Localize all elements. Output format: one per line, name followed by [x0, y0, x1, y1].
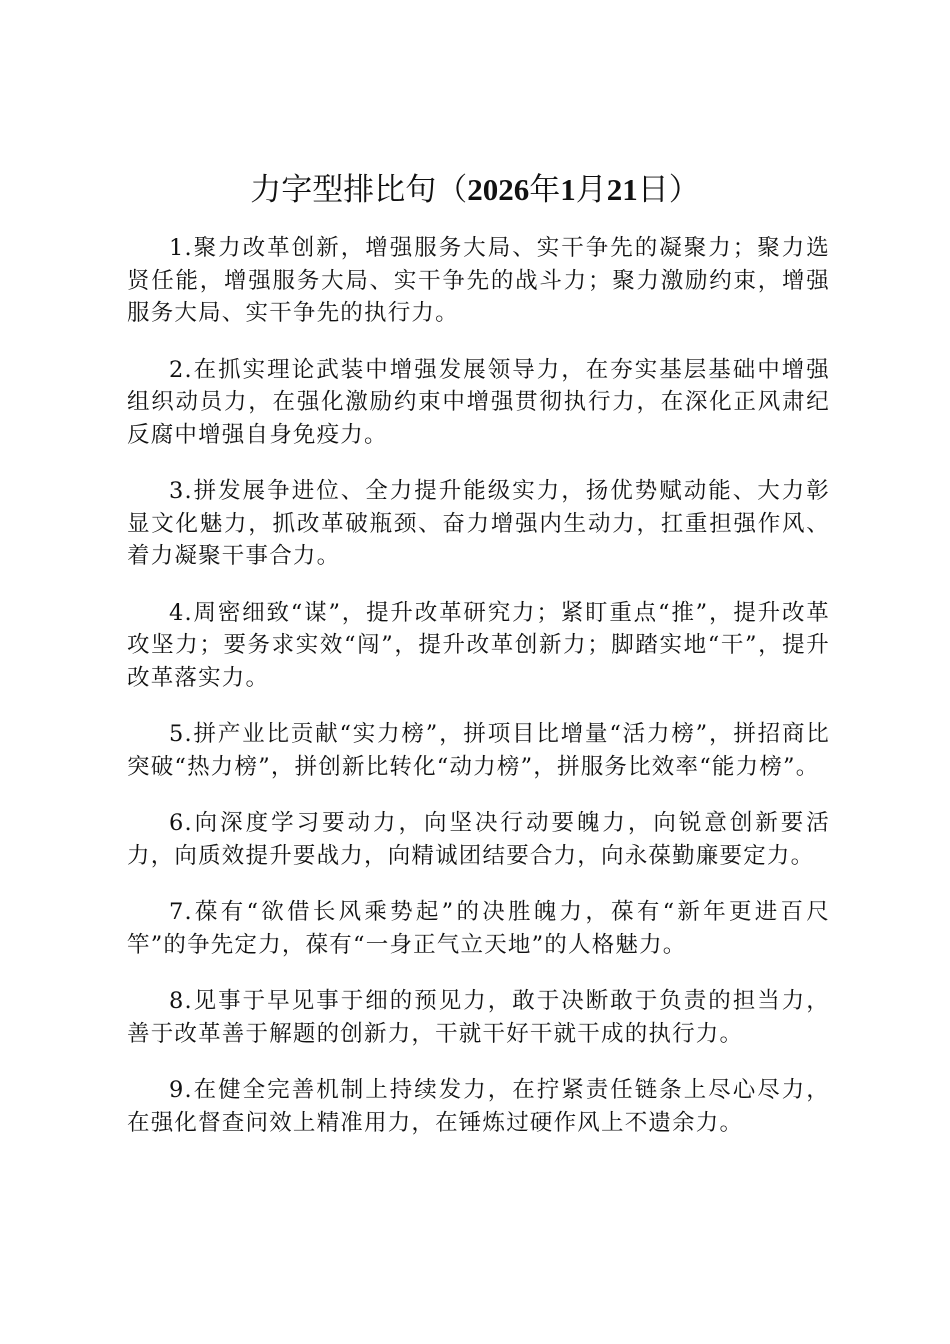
paragraph-4: 4.周密细致“谋”，提升改革研究力；紧盯重点“推”，提升改革攻坚力；要务求实效“闯”，提升改革创新力；脚踏实地“干”，提升改革落实力。: [127, 599, 830, 691]
title-month: 1: [560, 172, 576, 207]
title-prefix: 力字型排比句（: [250, 172, 468, 208]
document-title: [0, 168, 950, 212]
paragraph-6: 6.向深度学习要动力，向坚决行动要魄力，向锐意创新要活力，向质效提升要战力，向精诚团结要合力，向永葆勤廉要定力。: [127, 810, 830, 869]
title-year: 2026: [467, 172, 530, 207]
paragraph-2: 2.在抓实理论武装中增强发展领导力，在夯实基层基础中增强组织动员力，在强化激励约束中增强贯彻执行力，在深化正风肃纪反腐中增强自身免疫力。: [127, 356, 830, 448]
paragraph-5: 5.拼产业比贡献“实力榜”，拼项目比增量“活力榜”，拼招商比突破“热力榜”，拼创新比转化“动力榜”，拼服务比效率“能力榜”。: [127, 721, 830, 780]
paragraph-7: 7.葆有“欲借长风乘势起”的决胜魄力，葆有“新年更进百尺竿”的争先定力，葆有“一身正气立天地”的人格魅力。: [127, 899, 830, 958]
title-suffix: 日）: [637, 172, 700, 208]
title-day: 21: [606, 172, 638, 207]
document-body: [127, 232, 830, 1163]
paragraph-3: 3.拼发展争进位、全力提升能级实力，扬优势赋动能、大力彰显文化魅力，抓改革破瓶颈、奋力增强内生动力，扛重担强作风、着力凝聚干事合力。: [127, 478, 830, 569]
paragraph-1: 1.聚力改革创新，增强服务大局、实干争先的凝聚力；聚力选贤任能，增强服务大局、实干争先的战斗力；聚力激励约束，增强服务大局、实干争先的执行力。: [127, 235, 830, 326]
paragraph-9: 9.在健全完善机制上持续发力，在拧紧责任链条上尽心尽力，在强化督查问效上精准用力，在锤炼过硬作风上不遗余力。: [127, 1077, 830, 1136]
title-year-unit: 年: [529, 172, 561, 208]
paragraph-8: 8.见事于早见事于细的预见力，敢于决断敢于负责的担当力，善于改革善于解题的创新力，干就干好干就干成的执行力。: [127, 988, 830, 1047]
title-month-unit: 月: [575, 172, 607, 208]
